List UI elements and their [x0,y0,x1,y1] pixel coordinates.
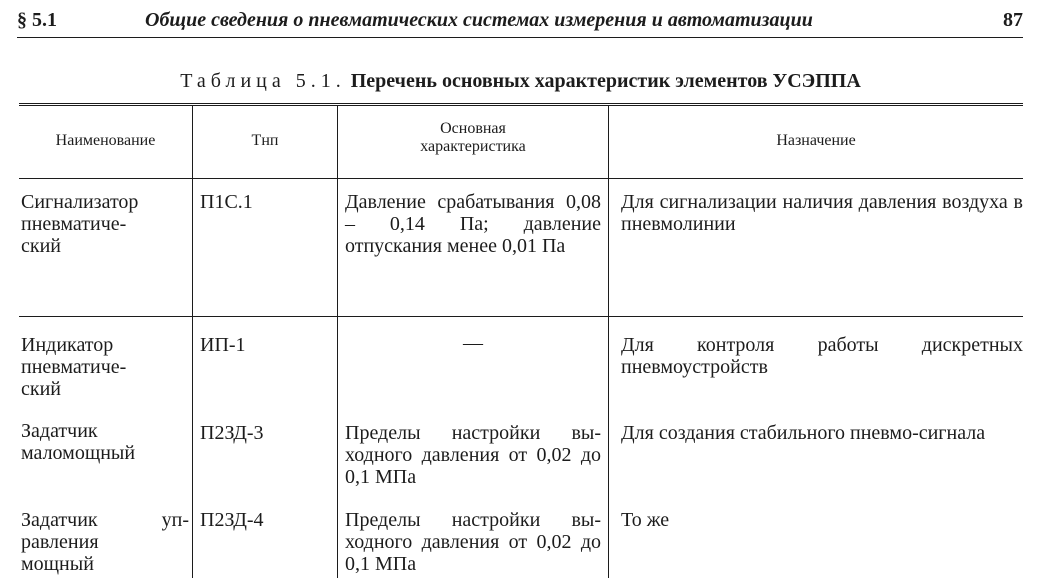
cell-type: П1С.1 [200,191,253,213]
cell-type: П2ЗД-4 [200,509,264,531]
section-number: § 5.1 [17,9,57,31]
cell-type: П2ЗД-3 [200,422,264,444]
table-top-rule [19,103,1023,104]
cell-name: Задатчик маломощный [21,420,136,464]
header-purpose: Назначение [776,132,856,149]
table-label: Таблица 5.1. [180,70,346,92]
cell-purpose: Для создания стабильного пневмо-сигнала [621,422,986,444]
cell-characteristic: Давление срабатывания 0,08 – 0,14 Па; давление отпускания менее 0,01 Па [345,191,601,257]
header-characteristic: Основная характеристика [420,120,526,155]
cell-characteristic: Пределы настройки вы-ходного давления от 0,02 до 0,1 МПа [345,422,601,488]
header-type: Тнп [251,132,279,149]
table-caption [0,70,1041,93]
table-top-rule-inner [19,105,1023,106]
header-rule [17,37,1023,38]
cell-name-line: Задатчик уп- [21,509,189,531]
cell-characteristic: — [463,332,483,354]
column-divider [608,105,609,578]
cell-name [21,509,189,575]
cell-purpose: То же [621,509,670,531]
column-divider [192,105,193,578]
row-divider [19,316,1023,317]
cell-purpose: Для контроля работы дискретных пневмоустройств [621,334,1023,378]
cell-type: ИП-1 [200,334,246,356]
cell-name-line: равления мощный [21,531,99,575]
page-number: 87 [1003,9,1023,31]
header-name: Наименование [55,132,156,149]
running-title: Общие сведения о пневматических системах измерения и автоматизации [145,9,813,31]
cell-purpose: Для сигнализации наличия давления воздуха в пневмолинии [621,191,1023,235]
header-bottom-rule [19,178,1023,179]
cell-characteristic: Пределы настройки вы-ходного давления от 0,02 до 0,1 МПа [345,509,601,575]
table-title: Перечень основных характеристик элементов УСЭППА [350,70,861,92]
cell-name: Сигнализатор пневматиче- ский [21,191,139,257]
page-header [17,0,1023,38]
cell-name: Индикатор пневматиче- ский [21,334,127,400]
